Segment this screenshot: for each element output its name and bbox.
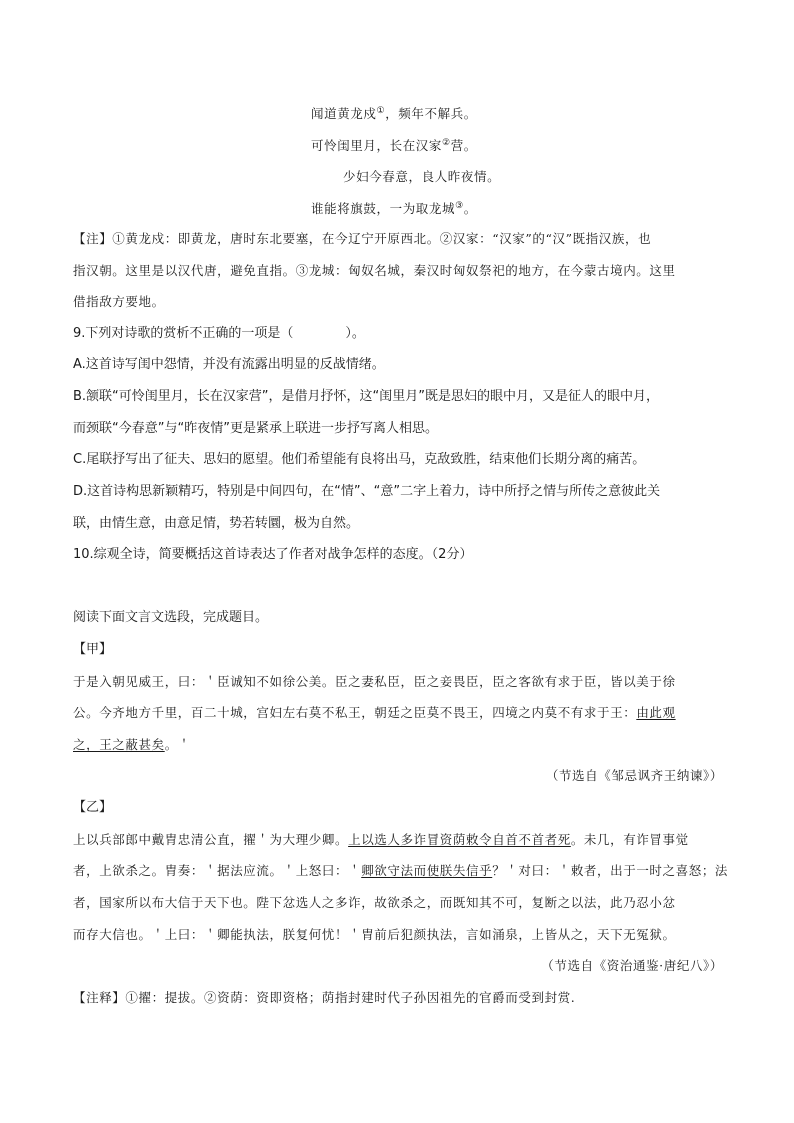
poem-line-3: 少妇今春意，良人昨夜情。 — [343, 169, 501, 184]
passage-jia-line-3: 之，王之蔽甚矣。＇ — [73, 737, 191, 752]
poem-line-2: 可怜闺里月，长在汉家②营。 — [311, 138, 477, 153]
underlined-sentence-jia-cont: 之，王之蔽甚矣 — [73, 737, 165, 752]
question-9-option-d-line-1: D.这首诗构思新颖精巧，特别是中间四句，在“情”、“意”二字上着力，诗中所抒之情与所传之意彼此关 — [73, 484, 661, 499]
question-9-option-c: C.尾联抒写出了征夫、思妇的愿望。他们希望能有良将出马，克敌致胜，结束他们长期分离的痛苦。 — [73, 452, 646, 467]
passage-yi-line-3: 者，国家所以布大信于天下也。陛下忿选人之多诈，故欲杀之，而既知其不可，复断之以法，此乃忍小忿 — [73, 895, 676, 910]
poem-note-line-2: 指汉朝。这里是以汉代唐，避免直指。③龙城：匈奴名城，秦汉时匈奴祭祀的地方，在今蒙古境内。这里 — [73, 263, 676, 278]
reading-intro: 阅读下面文言文选段，完成题目。 — [73, 610, 269, 625]
passage-jia-line-2: 公。今齐地方千里，百二十城，宫妇左右莫不私王，朝廷之臣莫不畏王，四境之内莫不有求于王：由此观 — [73, 705, 676, 720]
passage-notes: 【注释】①擢：提拔。②资荫：资即资格；荫指封建时代子孙因祖先的官爵而受到封赏. — [73, 990, 576, 1005]
passage-jia-source: （节选自《邹忌讽齐王纳谏》） — [545, 768, 723, 783]
passage-yi-line-1: 上以兵部郎中戴胄忠清公直，擢＇为大理少卿。上以选人多诈冒资荫敕令自首不首者死。未几，有诈冒事觉 — [73, 832, 689, 847]
passage-yi-label: 【乙】 — [73, 800, 113, 815]
poem-line-4: 谁能将旗鼓，一为取龙城③。 — [311, 201, 477, 216]
underlined-sentence-yi-1: 上以选人多诈冒资荫敕令自首不首者死 — [348, 832, 571, 847]
question-9-option-b-line-1: B.颔联“可怜闺里月，长在汉家营”，是借月抒怀，这“闺里月”既是思妇的眼中月，又是征人的眼中月， — [73, 389, 659, 404]
passage-jia-label: 【甲】 — [73, 642, 113, 657]
underlined-sentence-yi-2: 卿欲守法而使朕失信乎 — [361, 863, 493, 878]
question-10: 10.综观全诗，简要概括这首诗表达了作者对战争怎样的态度。（2分） — [73, 547, 473, 562]
question-9-option-a: A.这首诗写闺中怨情，并没有流露出明显的反战情绪。 — [73, 357, 385, 372]
question-9-option-d-line-2: 联，由情生意，由意足情，势若转圜，极为自然。 — [73, 516, 360, 531]
passage-yi-line-2: 者，上欲杀之。胄奏：＇据法应流。＇上怒曰：＇卿欲守法而使朕失信乎？＇对曰：＇敕者，出于一时之喜怒；法 — [73, 863, 729, 878]
question-9-stem: 9.下列对诗歌的赏析不正确的一项是（ ）。 — [73, 326, 365, 341]
poem-note-line-3: 借指敌方要地。 — [73, 294, 165, 309]
passage-yi-source: （节选自《资治通鉴·唐纪八》） — [541, 958, 723, 973]
passage-yi-line-4: 而存大信也。＇上曰：＇卿能执法，朕复何忧！＇胄前后犯颜执法，言如涌泉，上皆从之，天下无冤狱。 — [73, 927, 676, 942]
underlined-sentence-jia: 由此观 — [636, 705, 676, 720]
poem-line-1: 闻道黄龙戍①，频年不解兵。 — [311, 106, 477, 121]
poem-note-line-1: 【注】①黄龙戍：即黄龙，唐时东北要塞，在今辽宁开原西北。②汉家：“汉家”的“汉”既指汉族，也 — [73, 231, 652, 246]
passage-jia-line-1: 于是入朝见威王，曰：＇臣诚知不如徐公美。臣之妻私臣，臣之妾畏臣，臣之客欲有求于臣，皆以美于徐 — [73, 674, 676, 689]
question-9-option-b-line-2: 而颈联“今春意”与“昨夜情”更是紧承上联进一步抒写离人相思。 — [73, 421, 438, 436]
